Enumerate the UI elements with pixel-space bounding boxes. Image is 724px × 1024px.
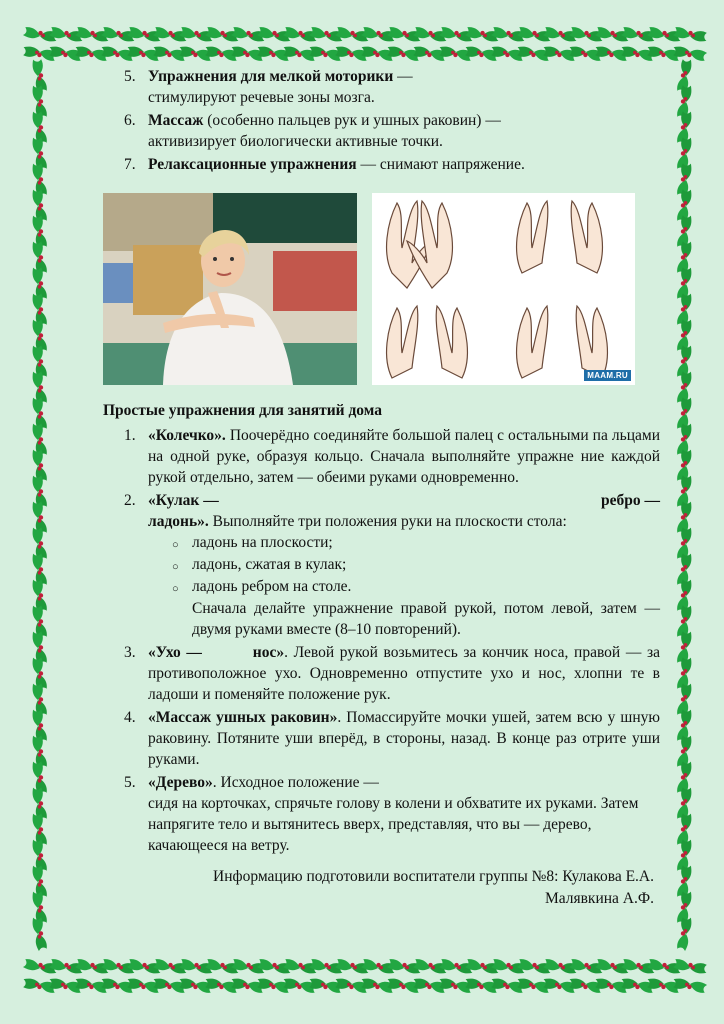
item-title: Массаж: [148, 112, 204, 129]
credits-line: Информацию подготовили воспитатели группы №8: Кулакова Е.А.: [213, 868, 654, 885]
item-title-part: ладонь».: [148, 513, 209, 530]
sub-item-text: ладонь на плоскости;: [192, 534, 333, 551]
sub-item-text: ладонь ребром на столе.: [192, 578, 352, 595]
circle-bullet-icon: ○: [172, 583, 179, 595]
list-item: [100, 642, 660, 705]
item-text: Поочерёдно соединяйте большой палец с остальными па льцами на одной руке, образуя кольцо. Сначала выполняйте упражне ние каждой рукой отдельно, затем — обеими руками одновременно.: [148, 427, 660, 486]
item-title: «Массаж ушных раковин»: [148, 709, 338, 726]
sub-list-item: [148, 554, 660, 575]
item-number: 7.: [124, 156, 136, 173]
item-text: Выполняйте три положения руки на плоскости стола:: [208, 513, 567, 530]
item-title-part: нос»: [252, 644, 285, 661]
list-item: [100, 425, 660, 488]
credits: [213, 866, 654, 910]
circle-bullet-icon: ○: [172, 539, 179, 551]
list-item: [100, 772, 660, 856]
item-text-after: Сначала делайте упражнение правой рукой, потом левой, затем — двумя руками вместе (8–10 повторений).: [192, 600, 660, 638]
item-number: 2.: [124, 492, 136, 509]
list-item: [100, 490, 660, 640]
illustrations-row: [103, 193, 635, 385]
item-text-line2: активизирует биологически активные точки.: [148, 133, 443, 150]
item-number: 3.: [124, 644, 136, 661]
item-text: . Левой рукой возьмитесь за кончик носа, правой — за противоположное ухо. Одновременно отпустите ухо и нос, хлопни те в ладоши и поменяйте положение рук.: [148, 644, 661, 703]
item-number: 1.: [124, 427, 136, 444]
sub-item-text: ладонь, сжатая в кулак;: [192, 556, 347, 573]
item-title: «Дерево»: [148, 774, 213, 791]
list-item: [100, 66, 660, 108]
item-title: Релаксационные упражнения: [148, 156, 357, 173]
item-title-part: «Ухо —: [148, 644, 202, 661]
item-title-part: «Кулак —: [148, 492, 219, 509]
section-title: Простые упражнения для занятий дома: [103, 402, 382, 419]
item-title: Упражнения для мелкой моторики: [148, 68, 394, 85]
sub-list: [148, 532, 660, 597]
item-number: 5.: [124, 774, 136, 791]
item-number: 5.: [124, 68, 136, 85]
circle-bullet-icon: ○: [172, 561, 179, 573]
item-text: (особенно пальцев рук и ушных раковин) —: [203, 112, 501, 129]
item-text: —: [393, 68, 413, 85]
child-photo: [103, 193, 357, 385]
finger-exercise-drawing: [372, 193, 635, 385]
item-text: — снимают напряжение.: [356, 156, 525, 173]
item-text: . Исходное положение —: [212, 774, 379, 791]
item-text: . Помассируйте мочки ушей, затем всю у шную раковину. Потяните уши вперёд, в стороны, назад. В конце раз отрите уши руками.: [148, 709, 660, 768]
item-text-line2: сидя на корточках, спрячьте голову в колени и обхватите их руками. Затем напрягите тело и вытянитесь вверх, представляя, что вы — дерево, качающееся на ветру.: [148, 795, 639, 854]
item-text-line2: стимулируют речевые зоны мозга.: [148, 89, 375, 106]
list-item: [100, 154, 660, 175]
sub-list-item: [148, 532, 660, 553]
source-badge: MAAM.RU: [584, 370, 631, 381]
top-exercise-list: [100, 66, 660, 177]
credits-line: Малявкина А.Ф.: [544, 890, 654, 907]
item-number: 4.: [124, 709, 136, 726]
sub-list-item: [148, 576, 660, 597]
item-title: «Колечко».: [148, 427, 226, 444]
item-title-part: ребро —: [601, 492, 660, 509]
list-item: [100, 707, 660, 770]
item-number: 6.: [124, 112, 136, 129]
list-item: [100, 110, 660, 152]
home-exercise-list: [100, 425, 660, 858]
